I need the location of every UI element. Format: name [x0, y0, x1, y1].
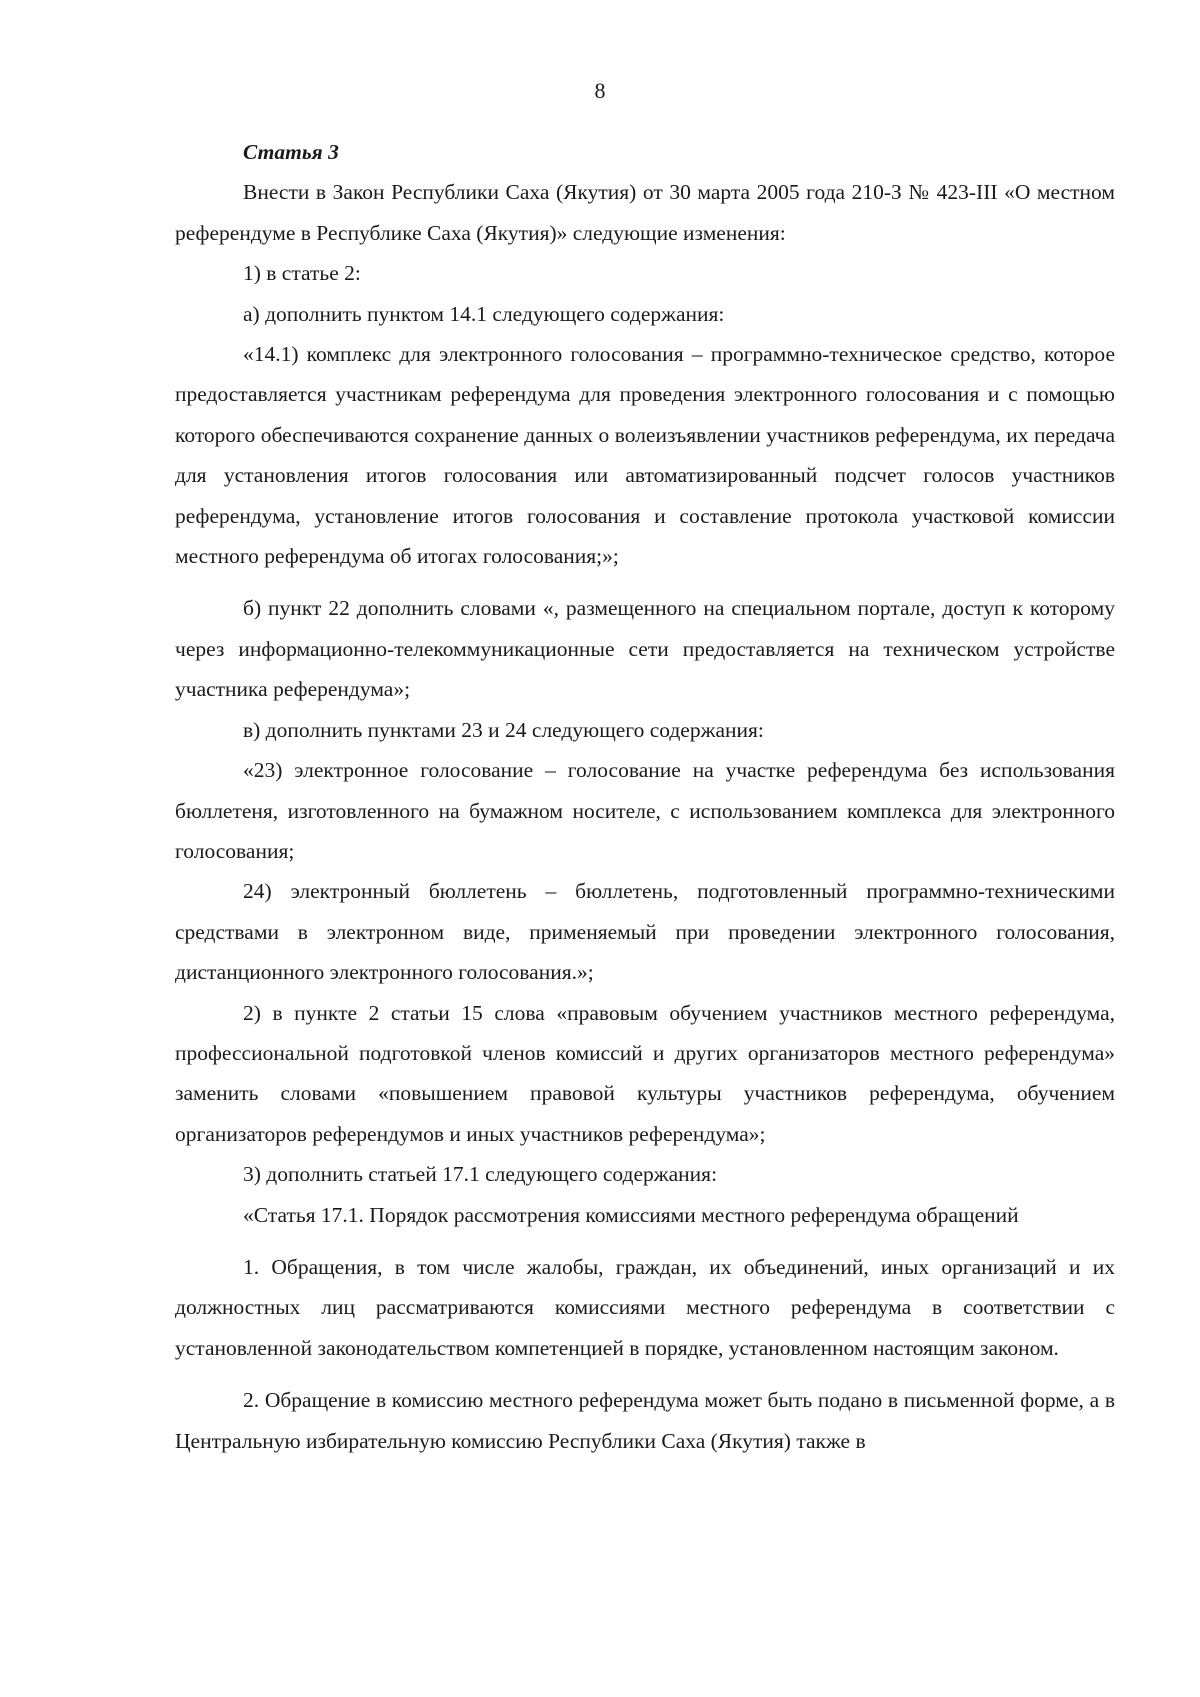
paragraph-point-14-1: «14.1) комплекс для электронного голосования – программно-техническое средство, которое предоставляется участникам референдума для проведения электронного голосования и с помощью которого обеспечиваются сохранение данных о волеизъявлении участников референдума, их передача для установления итогов голосования или автоматизированный подсчет голосов участников референдума, установление итогов голосования и составление протокола участковой комиссии местного референдума об итогах голосования;»;: [175, 342, 1115, 569]
paragraph-intro: Внести в Закон Республики Саха (Якутия) от 30 марта 2005 года 210-З № 423-III «О местном референдуме в Республике Саха (Якутия)» следующие изменения:: [175, 180, 1115, 245]
article-heading: Статья 3: [243, 140, 339, 164]
paragraph-article-17-1-part-2: 2. Обращение в комиссию местного референдума может быть подано в письменной форме, а в Центральную избирательную комиссию Республики Саха (Якутия) также в: [175, 1388, 1115, 1453]
paragraph-point-24: 24) электронный бюллетень – бюллетень, подготовленный программно-техническими средствами в электронном виде, применяемый при проведении электронного голосования, дистанционного электронного голосования.»;: [175, 879, 1115, 985]
paragraph-item-1a: а) дополнить пунктом 14.1 следующего содержания:: [243, 301, 725, 326]
paragraph-item-3: 3) дополнить статьей 17.1 следующего содержания:: [243, 1162, 718, 1187]
paragraph-item-1v: в) дополнить пунктами 23 и 24 следующего содержания:: [243, 717, 764, 742]
paragraph-item-1: 1) в статье 2:: [243, 261, 361, 286]
paragraph-point-23: «23) электронное голосование – голосование на участке референдума без использования бюллетеня, изготовленного на бумажном носителе, с использованием комплекса для электронного голосования;: [175, 758, 1115, 863]
paragraph-item-2: 2) в пункте 2 статьи 15 слова «правовым обучением участников местного референдума, профессиональной подготовкой членов комиссий и других организаторов местного референдума» заменить словами «повышением правовой культуры участников референдума, обучением организаторов референдумов и иных участников референдума»;: [175, 1000, 1115, 1146]
paragraph-article-17-1-title: «Статья 17.1. Порядок рассмотрения комиссиями местного референдума обращений: [243, 1202, 1019, 1227]
paragraph-item-1b: б) пункт 22 дополнить словами «, размещенного на специальном портале, доступ к которому через информационно-телекоммуникационные сети предоставляется на техническом устройстве участника референдума»;: [175, 596, 1115, 702]
document-body: [175, 132, 1115, 1461]
paragraph-article-17-1-part-1: 1. Обращения, в том числе жалобы, граждан, их объединений, иных организаций и их должностных лиц рассматриваются комиссиями местного референдума в соответствии с установленной законодательством компетенцией в порядке, установленном настоящим законом.: [175, 1254, 1115, 1360]
page-number: 8: [594, 78, 606, 103]
